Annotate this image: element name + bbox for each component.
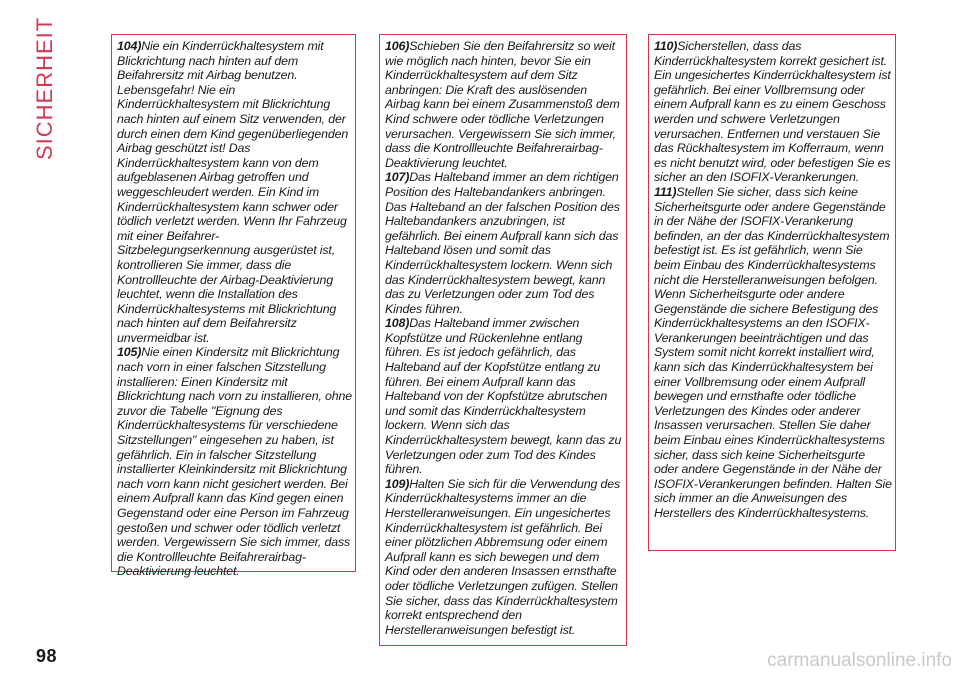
note-number: 108)	[385, 316, 410, 331]
warning-note-107	[385, 170, 623, 316]
note-text: Sicherstellen, dass das Kinderrückhaltesystem korrekt gesichert ist. Ein ungesichertes Kinderrückhaltesystem ist gefährlich. Bei einer Vollbremsung oder einem Aufprall kann es zu einem Geschoss werden und schwere Verletzungen verursachen. Entfernen und verstauen Sie das Rückhaltesystem im Kofferraum, wenn es nicht benutzt wird, oder befestigen Sie es sicher an den ISOFIX-Verankerungen.	[654, 39, 891, 185]
note-text: Halten Sie sich für die Verwendung des Kinderrückhaltesystems immer an die Herstelleranweisungen. Ein ungesichertes Kinderrückhaltesystem ist gefährlich. Bei einer plötzlichen Abbremsung oder einem Aufprall kann es sich bewegen und dem Kind oder den anderen Insassen ernsthafte oder tödliche Verletzungen zufügen. Stellen Sie sicher, dass das Kinderrückhaltesystem korrekt entsprechend den Herstelleranweisungen befestigt ist.	[385, 476, 621, 637]
warning-note-105	[117, 345, 352, 579]
note-text: Stellen Sie sicher, dass sich keine Sicherheitsgurte oder andere Gegenstände in der Nähe der ISOFIX-Verankerung befinden, an der das Kinderrückhaltesystem befestigt ist. Es ist gefährlich, wenn Sie beim Einbau des Kinderrückhaltesystems nicht die Herstelleranweisungen befolgen. Wenn Sicherheitsgurte oder andere Gegenstände die sichere Befestigung des Kinderrückhaltesystems an den ISOFIX-Verankerungen beeinträchtigen und das System somit nicht korrekt installiert wird, kann sich das Kinderrückhaltesystem bei einer Vollbremsung oder einem Aufprall bewegen und ernsthafte oder tödliche Verletzungen des Kindes oder anderer Insassen verursachen. Stellen Sie daher beim Einbau eines Kinderrückhaltesystems sicher, dass sich keine Sicherheitsgurte oder andere Gegenstände in der Nähe der ISOFIX-Verankerungen befinden. Halten Sie sich immer an die Anweisungen des Herstellers des Kinderrückhaltesystems.	[654, 184, 892, 520]
note-number: 106)	[385, 39, 410, 53]
note-number: 111)	[654, 184, 677, 199]
note-text: Nie ein Kinderrückhaltesystem mit Blickrichtung nach hinten auf dem Beifahrersitz mit Airbag benutzen. Lebensgefahr! Nie ein Kinderrückhaltesystem mit Blickrichtung nach hinten auf einem Sitz verwenden, der durch einen dem Kind gegenüberliegenden Airbag geschützt ist! Das Kinderrückhaltesystem kann von dem aufgeblasenen Airbag getroffen und weggeschleudert werden. Ein Kind im Kinderrückhaltesystem kann schwer oder tödlich verletzt werden. Wenn Ihr Fahrzeug mit einer Beifahrer-Sitzbelegungserkennung ausgerüstet ist, kontrollieren Sie immer, dass die Kontrollleuchte der Airbag-Deaktivierung leuchtet, wenn die Installation des Kinderrückhaltesystems mit Blickrichtung nach hinten auf dem Beifahrersitz unvermeidbar ist.	[117, 39, 349, 345]
warning-note-108	[385, 316, 623, 477]
note-text: Das Halteband immer zwischen Kopfstütze und Rückenlehne entlang führen. Es ist jedoch gefährlich, das Halteband auf der Kopfstütze entlang zu führen. Bei einem Aufprall kann das Halteband von der Kopfstütze abrutschen und somit das Kinderrückhaltesystem lockern. Wenn sich das Kinderrückhaltesystem bewegt, kann das zu Verletzungen oder zum Tod des Kindes führen.	[385, 316, 622, 477]
note-number: 110)	[654, 39, 678, 53]
note-number: 105)	[117, 345, 142, 360]
page-number: 98	[36, 646, 58, 666]
warning-note-109	[385, 477, 623, 638]
note-number: 109)	[385, 476, 410, 491]
note-number: 107)	[385, 170, 410, 185]
warning-note-104	[117, 39, 352, 345]
section-tab-title: SICHERHEIT	[32, 16, 57, 160]
note-text: Schieben Sie den Beifahrersitz so weit wie möglich nach hinten, bevor Sie ein Kinderrückhaltesystem auf dem Sitz anbringen: Die Kraft des auslösenden Airbag kann bei einem Zusammenstoß dem Kind schwere oder tödliche Verletzungen verursachen. Vergewissern Sie sich immer, dass die Kontrollleuchte Beifahrerairbag-Deaktivierung leuchtet.	[385, 39, 620, 170]
note-number: 104)	[117, 39, 142, 53]
watermark-text: carmanualsonline.info	[767, 650, 952, 671]
warning-box-column-3	[648, 34, 896, 551]
warning-box-column-1	[111, 34, 356, 579]
warning-box-column-2	[379, 34, 627, 646]
warning-note-106	[385, 39, 623, 170]
note-text: Das Halteband immer an dem richtigen Position des Haltebandankers anbringen. Das Halteband an der falschen Position des Haltebandankers anzubringen, ist gefährlich. Bei einem Aufprall kann sich das Halteband lösen und somit das Kinderrückhaltesystem lockern. Wenn sich das Kinderrückhaltesystem bewegt, kann das zu Verletzungen oder zum Tod des Kindes führen.	[385, 170, 620, 316]
note-text: Nie einen Kindersitz mit Blickrichtung nach vorn in einer falschen Sitzstellung installieren: Einen Kindersitz mit Blickrichtung nach vorn zu installieren, ohne zuvor die Tabelle "Eignung des Kinderrückhaltesystems für verschiedene Sitzstellungen" eingesehen zu haben, ist gefährlich. Ein in falscher Sitzstellung installierter Kleinkindersitz mit Blickrichtung nach vorn kann nicht gesichert werden. Bei einem Aufprall kann das Kind gegen einen Gegenstand oder eine Person im Fahrzeug gestoßen und schwer oder tödlich verletzt werden. Vergewissern Sie sich immer, dass die Kontrollleuchte Beifahrerairbag-Deaktivierung leuchtet.	[117, 345, 353, 579]
warning-note-111	[654, 185, 892, 521]
warning-note-110	[654, 39, 892, 185]
